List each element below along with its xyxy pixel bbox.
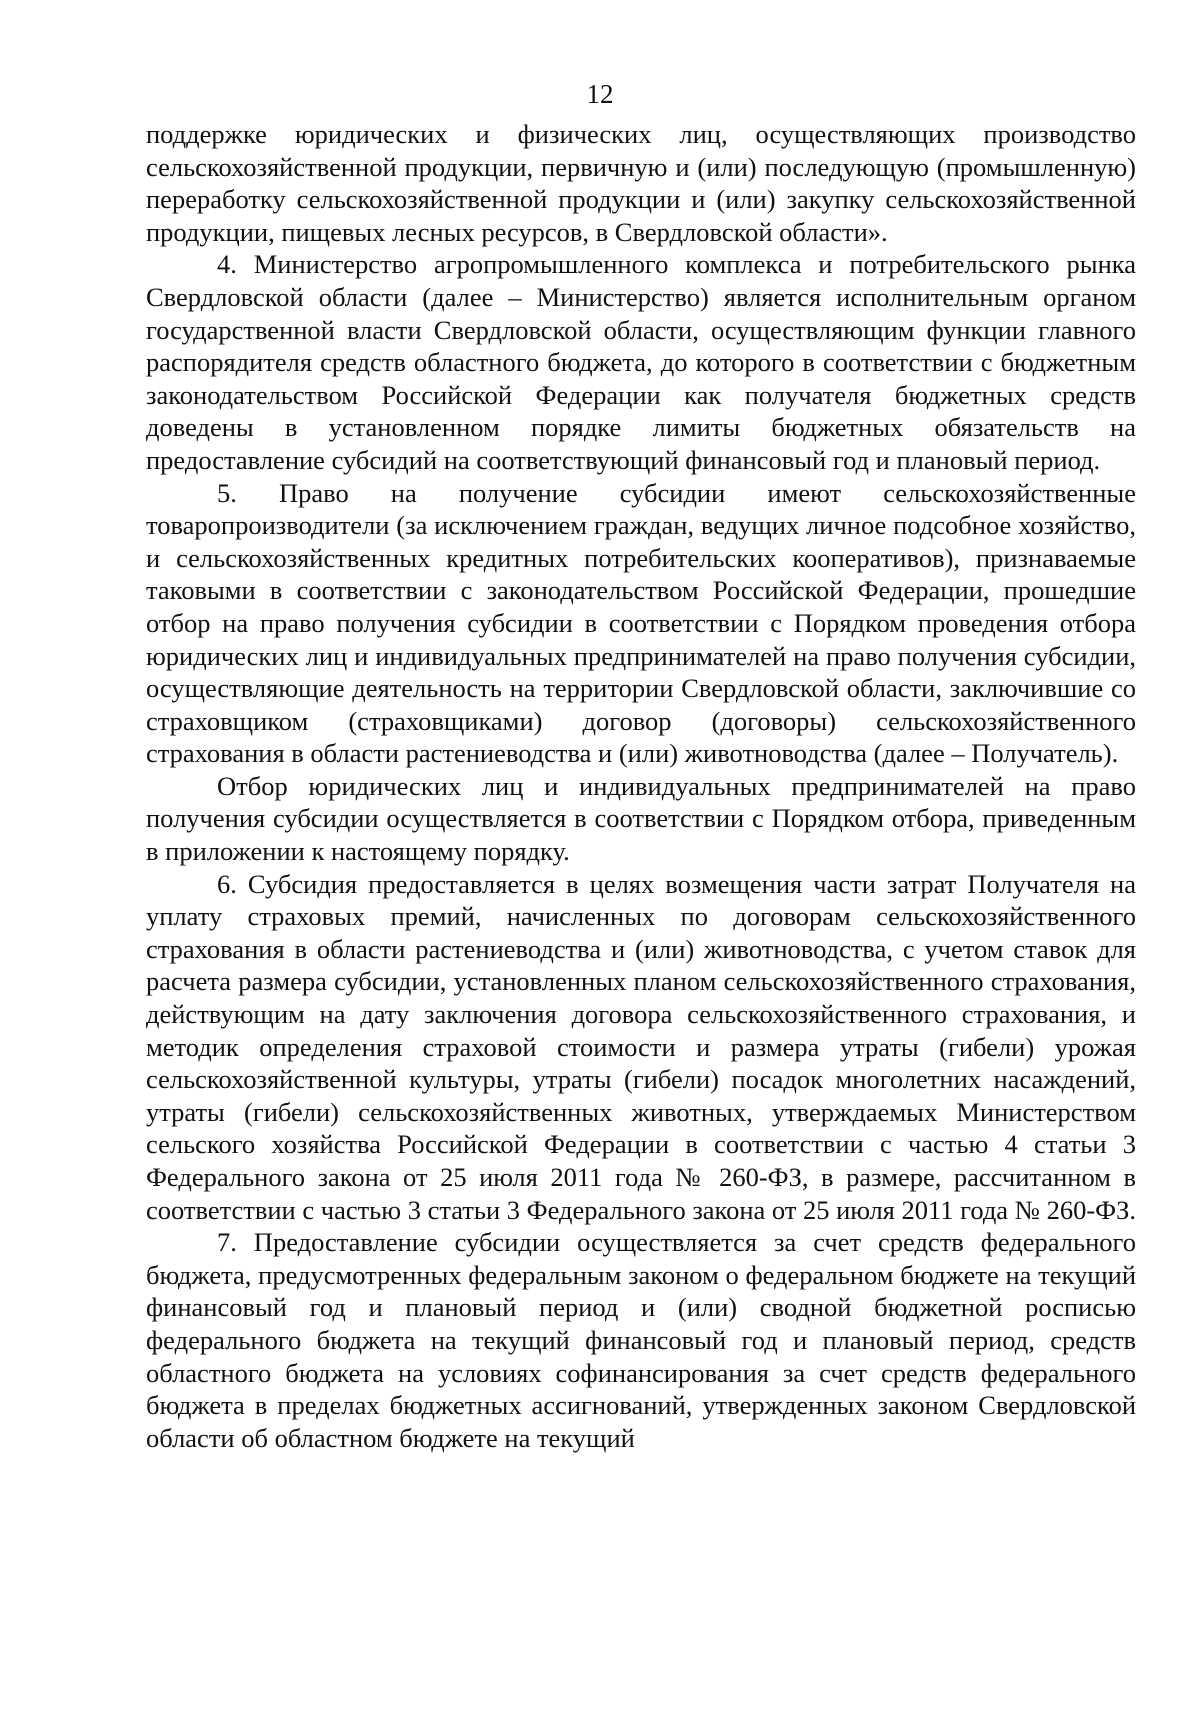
paragraph-item-4: 4. Министерство агропромышленного комплекса и потребительского рынка Свердловской области (далее – Министерство) является исполнительным органом государственной власти Свердловской области, осуществляющим функции главного распорядителя средств областного бюджета, до которого в соответствии с бюджетным законодательством Российской Федерации как получателя бюджетных средств доведены в установленном порядке лимиты бюджетных обязательств на предоставление субсидий на соответствующий финансовый год и плановый период. (146, 249, 1136, 475)
document-body (146, 118, 1136, 1454)
paragraph-continuation: поддержке юридических и физических лиц, осуществляющих производство сельскохозяйственной продукции, первичную и (или) последующую (промышленную) переработку сельскохозяйственной продукции и (или) закупку сельскохозяйственной продукции, пищевых лесных ресурсов, в Свердловской области». (146, 119, 1136, 247)
paragraph-item-7: 7. Предоставление субсидии осуществляется за счет средств федерального бюджета, предусмотренных федеральным законом о федеральном бюджете на текущий финансовый год и плановый период и (или) сводной бюджетной росписью федерального бюджета на текущий финансовый год и плановый период, средств областного бюджета на условиях софинансирования за счет средств федерального бюджета в пределах бюджетных ассигнований, утвержденных законом Свердловской области об областном бюджете на текущий (146, 1227, 1136, 1453)
paragraph-selection: Отбор юридических лиц и индивидуальных предпринимателей на право получения субсидии осуществляется в соответствии с Порядком отбора, приведенным в приложении к настоящему порядку. (146, 770, 1136, 867)
paragraph-item-5: 5. Право на получение субсидии имеют сельскохозяйственные товаропроизводители (за исключением граждан, ведущих личное подсобное хозяйство, и сельскохозяйственных кредитных потребительских кооперативов), признаваемые таковыми в соответствии с законодательством Российской Федерации, прошедшие отбор на право получения субсидии в соответствии с Порядком проведения отбора юридических лиц и индивидуальных предпринимателей на право получения субсидии, осуществляющие деятельность на территории Свердловской области, заключившие со страховщиком (страховщиками) договор (договоры) сельскохозяйственного страхования в области растениеводства и (или) животноводства (далее – Получатель). (146, 477, 1136, 769)
paragraph-item-6: 6. Субсидия предоставляется в целях возмещения части затрат Получателя на уплату страховых премий, начисленных по договорам сельскохозяйственного страхования в области растениеводства и (или) животноводства, с учетом ставок для расчета размера субсидии, установленных планом сельскохозяйственного страхования, действующим на дату заключения договора сельскохозяйственного страхования, и методик определения страховой стоимости и размера утраты (гибели) урожая сельскохозяйственной культуры, утраты (гибели) посадок многолетних насаждений, утраты (гибели) сельскохозяйственных животных, утверждаемых Министерством сельского хозяйства Российской Федерации в соответствии с частью 4 статьи 3 Федерального закона от 25 июля 2011 года № 260-ФЗ, в размере, рассчитанном в соответствии с частью 3 статьи 3 Федерального закона от 25 июля 2011 года № 260-ФЗ. (146, 868, 1137, 1225)
page-number: 12 (586, 79, 614, 109)
